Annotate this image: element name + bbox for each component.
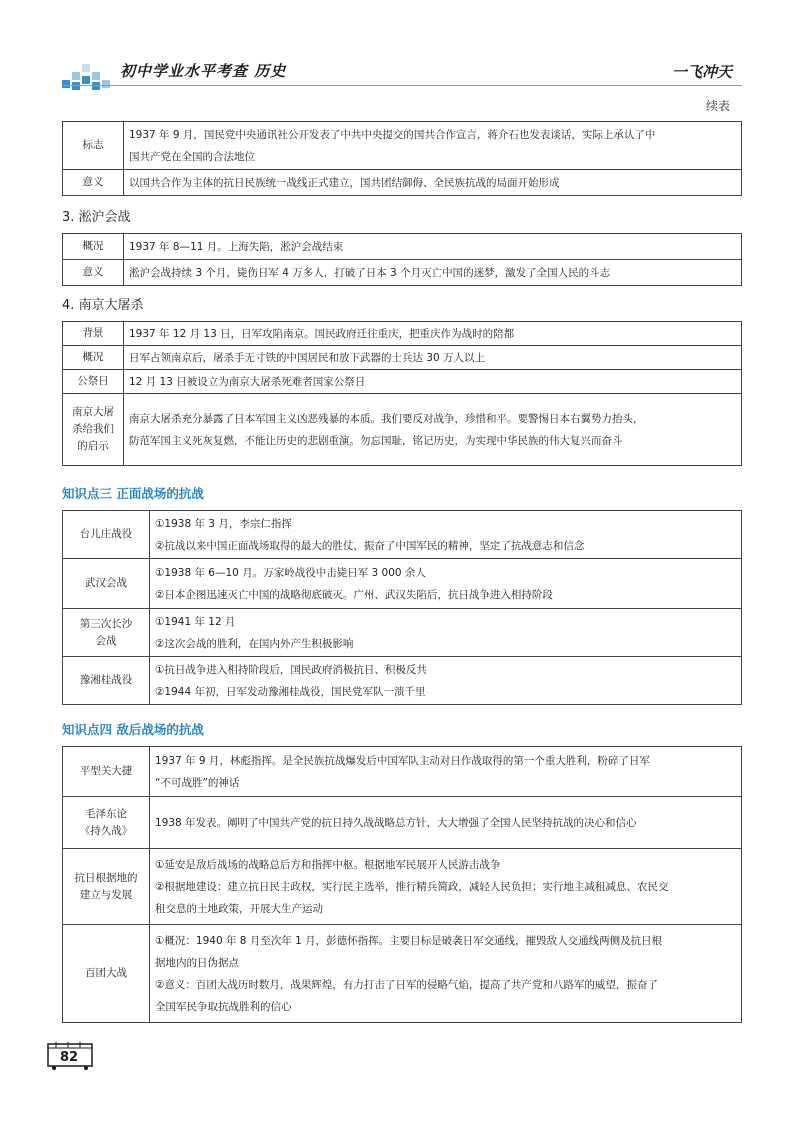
table-row [63, 511, 742, 559]
header-title: 初中学业水平考查 历史 [120, 62, 287, 80]
row-label: 百团大战 [63, 925, 150, 1023]
row-label: 抗日根据地的 建立与发展 [63, 849, 150, 925]
row-label: 平型关大捷 [63, 747, 150, 797]
row-content: ①延安是敌后战场的战略总后方和指挥中枢。根据地军民展开人民游击战争 ②根据地建设：建立抗日民主政权，实行民主选举，推行精兵简政，减轻人民负担；实行地主减租减息、农民交 租交息的土地政策，开展大生产运动 [150, 849, 742, 925]
knowledge-point-title: 知识点四 敌后战场的抗战 [62, 722, 204, 737]
table-frontline [62, 510, 742, 705]
table-rear-battlefield [62, 746, 742, 1023]
table-cooperation [62, 121, 742, 196]
row-content: ①1938 年 6—10 月。万家岭战役中击毙日军 3 000 余人 ②日本企图迅速灭亡中国的战略彻底破灭。广州、武汉失陷后，抗日战争进入相持阶段 [150, 559, 742, 609]
section-title: 4. 南京大屠杀 [62, 298, 144, 313]
table-row [63, 260, 742, 286]
row-content: 日军占领南京后，屠杀手无寸铁的中国居民和放下武器的士兵达 30 万人以上 [124, 346, 742, 370]
table-row [63, 609, 742, 657]
row-content: 1937 年 8—11 月。上海失陷，淞沪会战结束 [124, 234, 742, 260]
continued-label: 续表 [706, 99, 731, 113]
table-row [63, 346, 742, 370]
header-decoration-icon [62, 62, 112, 92]
knowledge-point-title: 知识点三 正面战场的抗战 [62, 486, 204, 501]
section-title: 3. 淞沪会战 [62, 210, 131, 225]
row-content: 淞沪会战持续 3 个月，毙伤日军 4 万多人，打破了日本 3 个月灭亡中国的迷梦，激发了全国人民的斗志 [124, 260, 742, 286]
row-content: 1937 年 9 月，林彪指挥。是全民族抗战爆发后中国军队主动对日作战取得的第一个重大胜利，粉碎了日军 “不可战胜”的神话 [150, 747, 742, 797]
row-content: ①1941 年 12 月 ②这次会战的胜利，在国内外产生积极影响 [150, 609, 742, 657]
row-label: 豫湘桂战役 [63, 657, 150, 705]
table-row [63, 559, 742, 609]
table-row [63, 394, 742, 466]
table-row [63, 322, 742, 346]
table-row [63, 657, 742, 705]
row-label: 武汉会战 [63, 559, 150, 609]
table-row [63, 747, 742, 797]
table-row [63, 170, 742, 196]
row-label: 台儿庄战役 [63, 511, 150, 559]
row-label: 公祭日 [63, 370, 124, 394]
row-content: 1938 年发表。阐明了中国共产党的抗日持久战战略总方针，大大增强了全国人民坚持抗战的决心和信心 [150, 797, 742, 849]
row-label: 毛泽东论 《持久战》 [63, 797, 150, 849]
table-row [63, 797, 742, 849]
row-label: 标志 [63, 122, 124, 170]
row-label: 概况 [63, 234, 124, 260]
table-row [63, 849, 742, 925]
table-row [63, 122, 742, 170]
row-label: 概况 [63, 346, 124, 370]
page-number: 82 [60, 1050, 79, 1065]
table-nanjing [62, 321, 742, 466]
table-row [63, 234, 742, 260]
row-content: 南京大屠杀充分暴露了日本军国主义凶恶残暴的本质。我们要反对战争，珍惜和平。要警惕日本右翼势力抬头， 防范军国主义死灰复燃，不能让历史的悲剧重演。勿忘国耻，铭记历史，为实现中华民族的伟大复兴而奋斗 [124, 394, 742, 466]
row-content: 以国共合作为主体的抗日民族统一战线正式建立，国共团结御侮、全民族抗战的局面开始形成 [124, 170, 742, 196]
row-content: 1937 年 9 月，国民党中央通讯社公开发表了中共中央提交的国共合作宣言，蒋介石也发表谈话，实际上承认了中 国共产党在全国的合法地位 [124, 122, 742, 170]
header-rule [62, 85, 742, 86]
table-songhu [62, 233, 742, 286]
table-row [63, 370, 742, 394]
row-label: 第三次长沙 会战 [63, 609, 150, 657]
row-content: ①抗日战争进入相持阶段后，国民政府消极抗日、积极反共 ②1944 年初，日军发动豫湘桂战役，国民党军队一溃千里 [150, 657, 742, 705]
row-label: 南京大屠 杀给我们 的启示 [63, 394, 124, 466]
row-content: 12 月 13 日被设立为南京大屠杀死难者国家公祭日 [124, 370, 742, 394]
row-label: 背景 [63, 322, 124, 346]
row-content: ①1938 年 3 月，李宗仁指挥 ②抗战以来中国正面战场取得的最大的胜仗，振奋了中国军民的精神，坚定了抗战意志和信念 [150, 511, 742, 559]
row-label: 意义 [63, 260, 124, 286]
header-brand: 一飞冲天 [672, 63, 733, 81]
row-content: ①概况：1940 年 8 月至次年 1 月，彭德怀指挥。主要目标是破袭日军交通线，摧毁敌人交通线两侧及抗日根 据地内的日伪据点 ②意义：百团大战历时数月，战果辉煌，有力打击了日军的侵略气焰，提高了共产党和八路军的威望，振奋了 全国军民争取抗战胜利的信心 [150, 925, 742, 1023]
table-row [63, 925, 742, 1023]
row-content: 1937 年 12 月 13 日，日军攻陷南京。国民政府迁往重庆，把重庆作为战时的陪都 [124, 322, 742, 346]
row-label: 意义 [63, 170, 124, 196]
